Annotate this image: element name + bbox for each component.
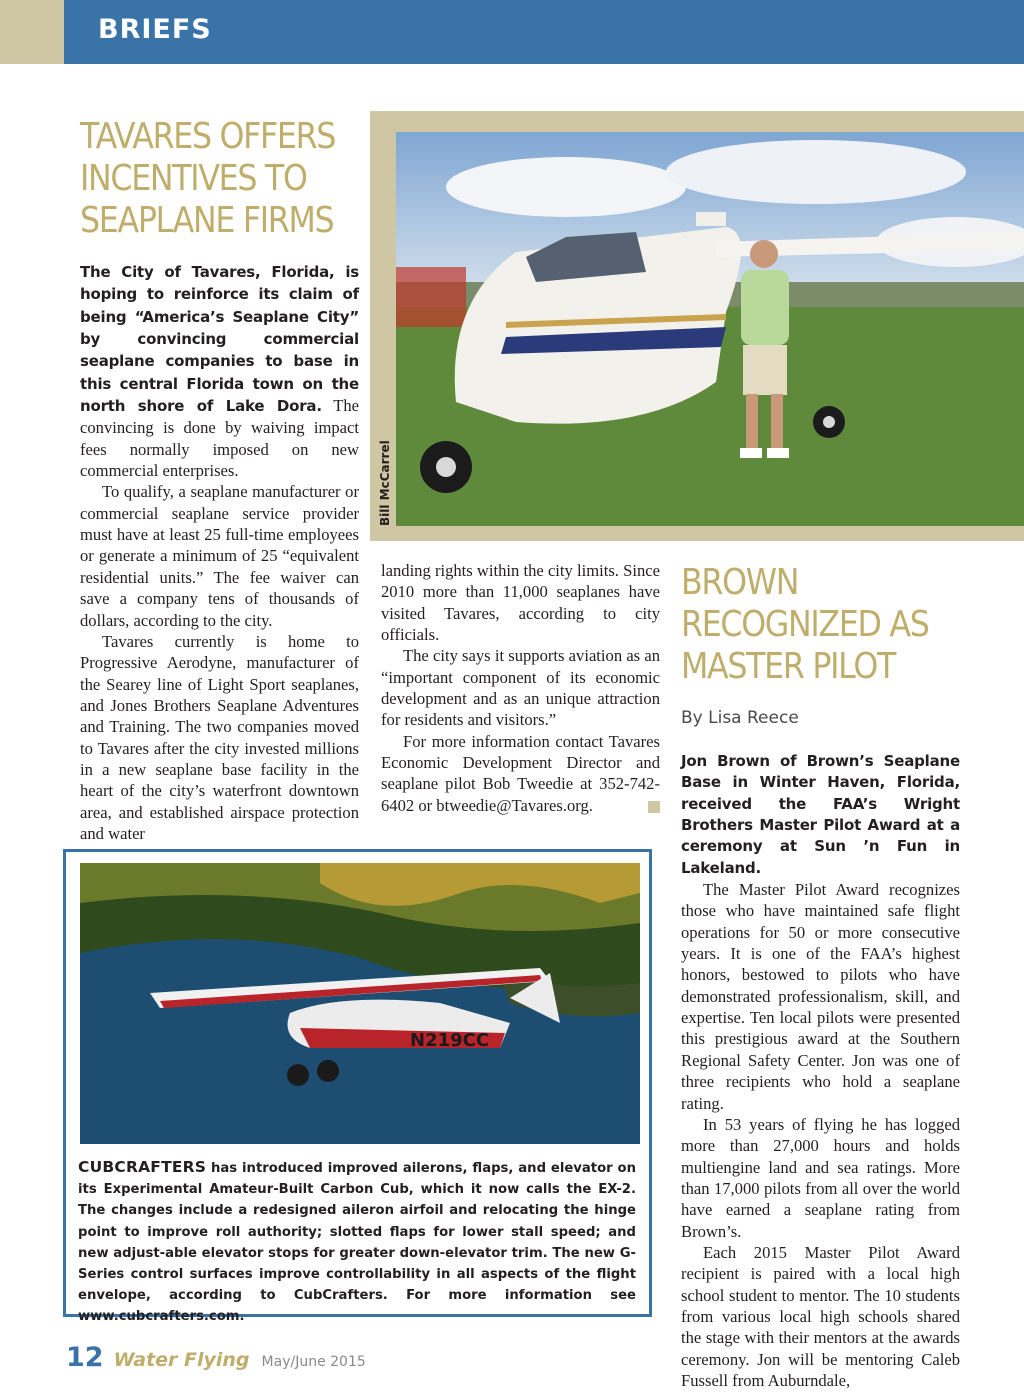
article2-paragraph: The Master Pilot Award recognizes those who have maintained safe flight operations for 50 or more consecutive years. It is one of the FAA’s highest honors, bestowed to pilots who have demonstrated professionalism, skill, and expertise. Ten local pilots were presented this prestigious award at the Southern Regional Safety Center. Jon was one of three recipients who hold a seaplane rating. xyxy=(681,880,960,1113)
article1-lead-tail: The convincing is done by waiving impact fees normally imposed on new commercial enterprises. xyxy=(80,396,359,481)
article2-column xyxy=(681,751,960,1391)
article1-paragraph: Tavares currently is home to Progressive Aerodyne, manufacturer of the Searey line of Light Sport seaplanes, and Jones Brothers Seaplane Adventures and Training. The two companies moved to Tavares after the city invested millions in a new seaplane base facility in the heart of the city’s waterfront downtown area, and established airspace protection and water xyxy=(80,631,359,843)
article2-paragraph: Each 2015 Master Pilot Award recipient is paired with a local high school student to mentor. The 10 students from various local high schools shared the stage with their mentors at the awards ceremony. Jon will be mentoring Caleb Fussell from Auburndale, xyxy=(681,1242,960,1390)
article1-column-2 xyxy=(381,560,660,816)
page-number: 12 xyxy=(66,1342,104,1373)
article1-headline xyxy=(80,116,335,242)
headline-line: INCENTIVES TO xyxy=(80,158,307,199)
article1-paragraph xyxy=(381,731,660,816)
article2-paragraph: In 53 years of flying he has logged more than 27,000 hours and holds multiengine land and sea ratings. More than 17,000 pilots from all over the world have earned a seaplane rating from Brown’s. xyxy=(681,1114,960,1241)
headline-line: RECOGNIZED AS xyxy=(681,604,929,645)
article1-lead: The City of Tavares, Florida, is hoping to reinforce its claim of being “America’s Seaplane City” by convincing commercial seaplane companies to base in this central Florida town on the north shore of Lake Dora. xyxy=(80,263,359,416)
byline: By Lisa Reece xyxy=(681,708,799,728)
article1-paragraph: To qualify, a seaplane manufacturer or commercial seaplane service provider must have at least 25 full-time employees or generate a minimum of 25 “equivalent residential units.” The fee waiver can save a company tens of thousands of dollars, according to the city. xyxy=(80,482,359,630)
headline-line: TAVARES OFFERS xyxy=(80,116,336,157)
caption-lead: CUBCRAFTERS xyxy=(78,1158,207,1176)
article1-paragraph: The city says it supports aviation as an “important component of its economic development and as an unique attraction for residents and visitors.” xyxy=(381,646,660,730)
article2-headline xyxy=(681,562,928,688)
header-accent-block xyxy=(0,0,64,64)
caption-text: has introduced improved ailerons, flaps, and elevator on its Experimental Amateur-Built Carbon Cub, which it now calls the EX-2. The changes include a redesigned aileron airfoil and relocating the hinge point to improve roll authority; slotted flaps for lower stall speed; and new adjust-able elevator stops for greater down-elevator trim. The new G-Series control surfaces improve controllability in all aspects of the flight envelope, according to CubCrafters. For more information see www.cubcrafters.com. xyxy=(78,1161,636,1325)
article1-paragraph: landing rights within the city limits. Since 2010 more than 11,000 seaplanes have visited Tavares, according to city officials. xyxy=(381,561,660,645)
headline-line: MASTER PILOT xyxy=(681,646,895,687)
aircraft-registration: N219CC xyxy=(410,1030,490,1051)
sidebar-caption xyxy=(78,1157,636,1328)
headline-line: BROWN xyxy=(681,562,799,603)
article1-column-1 xyxy=(80,261,359,844)
magazine-name: Water Flying xyxy=(113,1349,250,1371)
headline-line: SEAPLANE FIRMS xyxy=(80,200,334,241)
article2-lead: Jon Brown of Brown’s Seaplane Base in Winter Haven, Florida, received the FAA’s Wright Brothers Master Pilot Award at a ceremony at Sun ’n Fun in Lakeland. xyxy=(681,752,960,877)
end-of-article-mark xyxy=(648,801,660,813)
issue-date: May/June 2015 xyxy=(261,1354,366,1370)
cubcrafters-photo xyxy=(80,863,640,1144)
photo-credit: Bill McCarrel xyxy=(378,440,392,526)
article1-contact: For more information contact Tavares Economic Development Director and seaplane pilot Bob Tweedie at 352-742-6402 or btweedie@Tavares.org. xyxy=(381,731,660,815)
article1-lead-paragraph xyxy=(80,261,359,481)
seaplane-photo xyxy=(396,132,1024,526)
page-footer xyxy=(66,1342,366,1373)
section-label: BRIEFS xyxy=(98,14,212,45)
